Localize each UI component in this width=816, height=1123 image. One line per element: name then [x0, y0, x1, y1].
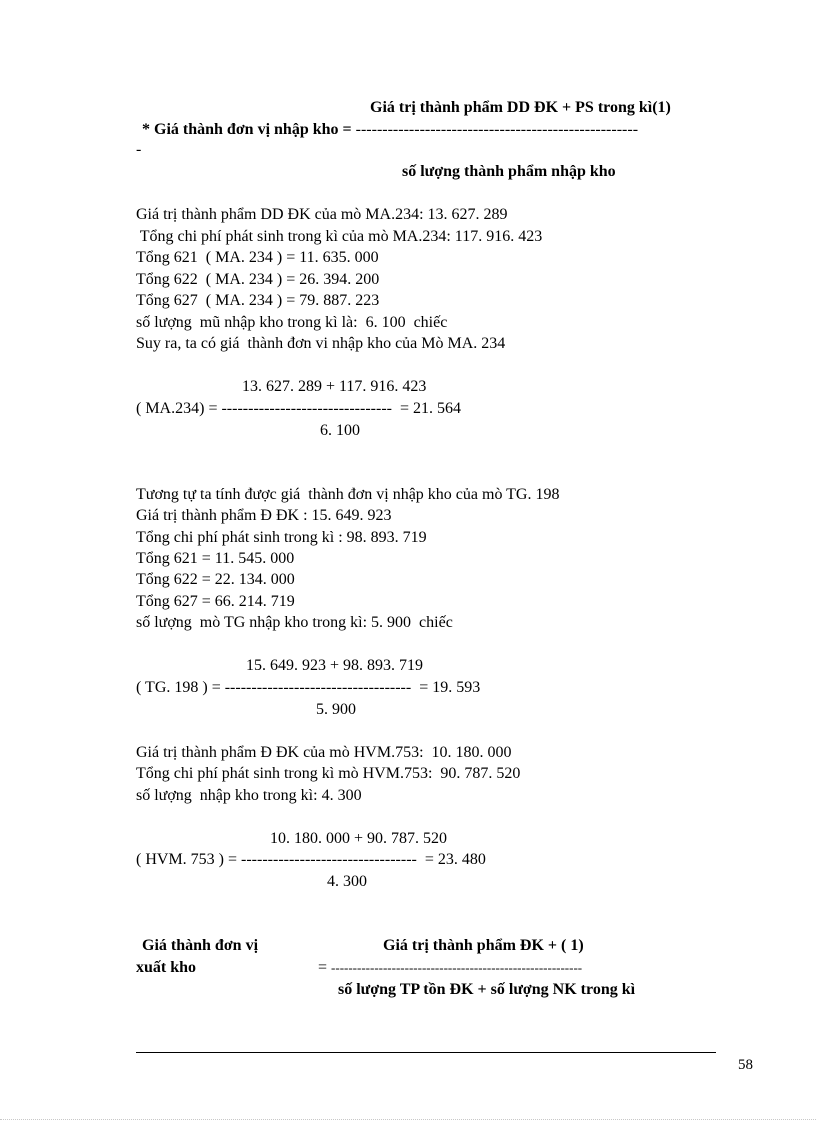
ma234-line: số lượng mũ nhập kho trong kì là: 6. 100 chiếc — [136, 314, 448, 331]
page-edge-divider — [0, 1119, 816, 1120]
ma234-calc-line — [136, 399, 461, 419]
footer-rule — [136, 1052, 716, 1053]
formula2-dashes: ---------------------------------------------------------- — [331, 960, 583, 975]
ma234-line: Suy ra, ta có giá thành đơn vi nhập kho của Mò MA. 234 — [136, 335, 506, 352]
ma234-calc-result: = 21. 564 — [391, 400, 461, 417]
ma234-line: Tổng chi phí phát sinh trong kì của mò MA.234: 117. 916. 423 — [136, 228, 543, 245]
formula1-denominator: số lượng thành phẩm nhập kho — [402, 163, 616, 180]
tg198-line: Tổng chi phí phát sinh trong kì : 98. 893. 719 — [136, 529, 427, 546]
tg198-line: Tương tự ta tính được giá thành đơn vị nhập kho của mò TG. 198 — [136, 486, 560, 503]
hvm753-line: Tổng chi phí phát sinh trong kì mò HVM.753: 90. 787. 520 — [136, 765, 521, 782]
hvm753-calc-line — [136, 850, 486, 870]
ma234-calc-left: ( MA.234) = — [136, 400, 222, 417]
hvm753-calc-left: ( HVM. 753 ) = — [136, 851, 242, 868]
tg198-line: Tổng 627 = 66. 214. 719 — [136, 593, 295, 610]
tg198-line: Tổng 622 = 22. 134. 000 — [136, 571, 295, 588]
tg198-line: số lượng mò TG nhập kho trong kì: 5. 900 chiếc — [136, 614, 453, 631]
tg198-line: Tổng 621 = 11. 545. 000 — [136, 550, 295, 567]
ma234-calc-numerator: 13. 627. 289 + 117. 916. 423 — [242, 378, 427, 395]
tg198-calc-result: = 19. 593 — [411, 679, 481, 696]
tg198-calc-dashes: ----------------------------------- — [224, 679, 412, 696]
formula2-numerator: Giá trị thành phẩm ĐK + ( 1) — [383, 937, 584, 954]
formula2-eq: = — [318, 959, 332, 976]
formula2-label-line1: Giá thành đơn vị — [142, 937, 259, 954]
tg198-line: Giá trị thành phẩm Đ ĐK : 15. 649. 923 — [136, 507, 392, 524]
hvm753-calc-numerator: 10. 180. 000 + 90. 787. 520 — [270, 830, 448, 847]
tg198-calc-denominator: 5. 900 — [316, 701, 356, 718]
ma234-line: Tổng 621 ( MA. 234 ) = 11. 635. 000 — [136, 249, 379, 266]
hvm753-calc-dashes: --------------------------------- — [241, 851, 417, 868]
hvm753-calc-result: = 23. 480 — [416, 851, 486, 868]
hvm753-calc-denominator: 4. 300 — [327, 873, 367, 890]
hvm753-line: Giá trị thành phẩm Đ ĐK của mò HVM.753: 10. 180. 000 — [136, 744, 512, 761]
ma234-line: Tổng 627 ( MA. 234 ) = 79. 887. 223 — [136, 292, 380, 309]
ma234-calc-denominator: 6. 100 — [320, 422, 360, 439]
formula2-label-line2: xuất kho — [136, 959, 197, 976]
formula1-dashes: ----------------------------------------------------- — [355, 121, 639, 138]
formula2-denominator: số lượng TP tồn ĐK + số lượng NK trong kì — [338, 981, 636, 998]
hvm753-line: số lượng nhập kho trong kì: 4. 300 — [136, 787, 362, 804]
formula1-label: * Giá thành đơn vị nhập kho = — [142, 121, 356, 138]
tg198-calc-left: ( TG. 198 ) = — [136, 679, 225, 696]
formula1-numerator: Giá trị thành phẩm DD ĐK + PS trong kì(1) — [370, 99, 671, 116]
tg198-calc-numerator: 15. 649. 923 + 98. 893. 719 — [246, 657, 424, 674]
formula2-line — [318, 958, 582, 978]
ma234-line: Tổng 622 ( MA. 234 ) = 26. 394. 200 — [136, 271, 380, 288]
formula1-dash-wrap: - — [136, 141, 142, 158]
tg198-calc-line — [136, 678, 480, 698]
ma234-calc-dashes: -------------------------------- — [221, 400, 392, 417]
ma234-line: Giá trị thành phẩm DD ĐK của mò MA.234: 13. 627. 289 — [136, 206, 508, 223]
page-number: 58 — [738, 1057, 753, 1073]
formula1-line — [142, 120, 638, 140]
